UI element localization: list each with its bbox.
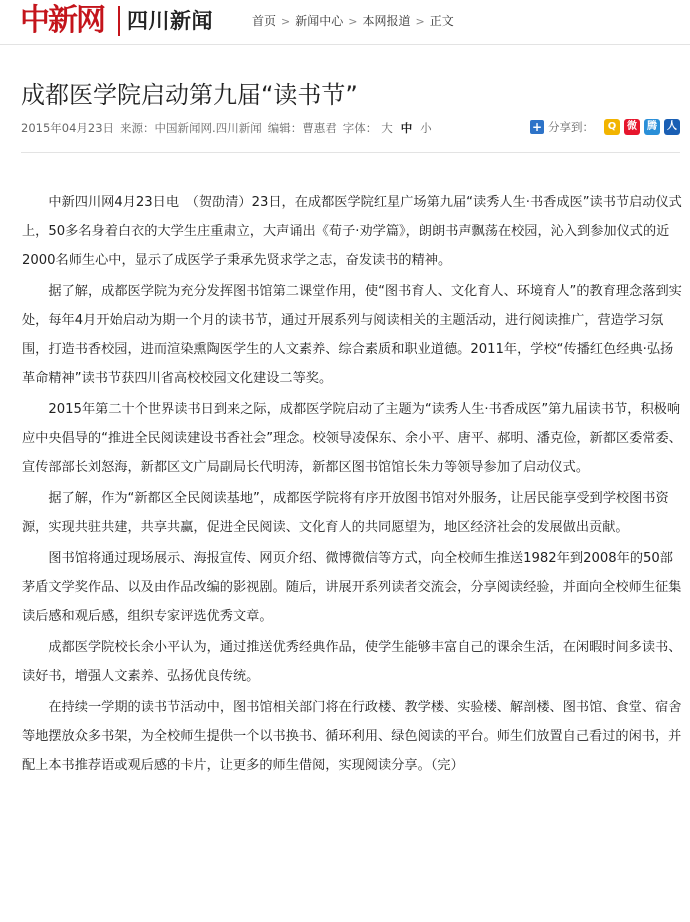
breadcrumb-local-reports[interactable]: 本网报道 xyxy=(362,14,411,28)
article-paragraph: 2015年第二十个世界读书日到来之际，成都医学院启动了主题为“读秀人生·书香成医”第九届读书节，积极响应中央倡导的“推进全民阅读建设书香社会”理念。校领导凌保东、余小平、唐平、郝明、潘克俭，新都区委常委、宣传部部长刘怒海，新都区文广局副局长代明涛，新都区图书馆馆长朱力等领导参加了启动仪式。 xyxy=(22,402,682,475)
breadcrumb-home[interactable]: 首页 xyxy=(252,14,277,28)
breadcrumb-chevron-icon: > xyxy=(348,15,358,28)
site-logo[interactable]: 中新网 xyxy=(20,3,104,38)
font-size-large[interactable]: 大 xyxy=(381,121,393,135)
editor-name: 曹惠君 xyxy=(302,121,337,135)
breadcrumb-news-center[interactable]: 新闻中心 xyxy=(295,14,344,28)
breadcrumb-chevron-icon: > xyxy=(415,15,425,28)
article-title: 成都医学院启动第九届“读书节” xyxy=(21,81,358,109)
article-meta xyxy=(21,120,436,136)
share-plus-icon[interactable]: + xyxy=(531,120,543,134)
breadcrumb-current: 正文 xyxy=(429,14,454,28)
article-paragraph: 成都医学院校长余小平认为，通过推送优秀经典作品，使学生能够丰富自己的课余生活，在闲暇时间多读书、读好书，增强人文素养、弘扬优良传统。 xyxy=(22,640,682,684)
article-paragraph: 在持续一学期的读书节活动中，图书馆相关部门将在行政楼、教学楼、实验楼、解剖楼、图书馆、食堂、宿舍等地摆放众多书架，为全校师生提供一个以书换书、循环利用、绿色阅读的平台。师生们放置自己看过的闲书，并配上本书推荐语或观后感的卡片，让更多的师生借阅，实现阅读分享。（完） xyxy=(22,700,682,773)
font-size-medium[interactable]: 中 xyxy=(400,121,413,135)
channel-logo[interactable]: 四川新闻 xyxy=(127,9,213,33)
article-paragraph: 据了解，作为“新都区全民阅读基地”，成都医学院将有序开放图书馆对外服务，让居民能享受到学校图书资源，实现共驻共建，共享共赢，促进全民阅读、文化育人的共同愿望为，地区经济社会的发展做出贡献。 xyxy=(22,491,669,535)
share-bar xyxy=(530,119,680,135)
meta-divider xyxy=(21,152,680,153)
editor-label: 编辑： xyxy=(267,121,303,135)
breadcrumb xyxy=(252,12,454,31)
article-paragraph: 据了解，成都医学院为充分发挥图书馆第二课堂作用，使“图书育人、文化育人、环境育人”的教育理念落到实处，每年4月开始启动为期一个月的读书节，通过开展系列与阅读相关的主题活动，进行阅读推广，营造学习氛围，打造书香校园，进而渲染熏陶医学生的人文素养、综合素质和职业道德。2011年，学校“传播红色经典·弘扬革命精神”读书节获四川省高校校园文化建设二等奖。 xyxy=(22,284,682,386)
tencent-weibo-icon[interactable]: 腾 xyxy=(644,119,660,135)
logo-separator xyxy=(118,6,120,36)
font-size-label: 字体： xyxy=(342,121,378,135)
source-name: 中国新闻网.四川新闻 xyxy=(154,121,262,135)
article-paragraph: 图书馆将通过现场展示、海报宣传、网页介绍、微博微信等方式，向全校师生推送1982年到2008年的50部茅盾文学奖作品、以及由作品改编的影视剧。随后，讲展开系列读者交流会，分享阅读经验，并面向全校师生征集读后感和观后感，组织专家评选优秀文章。 xyxy=(22,551,682,624)
qzone-icon[interactable]: Q xyxy=(604,119,620,135)
source-label: 来源： xyxy=(120,121,155,135)
share-label: 分享到： xyxy=(548,120,594,134)
font-size-small[interactable]: 小 xyxy=(420,121,432,135)
breadcrumb-chevron-icon: > xyxy=(281,15,291,28)
weibo-icon[interactable]: 微 xyxy=(624,119,640,135)
renren-icon[interactable]: 人 xyxy=(664,119,680,135)
publish-date: 2015年04月23日 xyxy=(21,121,115,135)
article-body xyxy=(22,188,686,782)
site-header xyxy=(0,0,690,45)
article-paragraph: 中新四川网4月23日电 （贺劭清）23日，在成都医学院红星广场第九届“读秀人生·书香成医”读书节启动仪式上，50多名身着白衣的大学生庄重肃立，大声诵出《荀子·劝学篇》，朗朗书声飘荡在校园，沁入到参加仪式的近2000名师生心中，显示了成医学子秉承先贤求学之志，奋发读书的精神。 xyxy=(22,195,682,268)
